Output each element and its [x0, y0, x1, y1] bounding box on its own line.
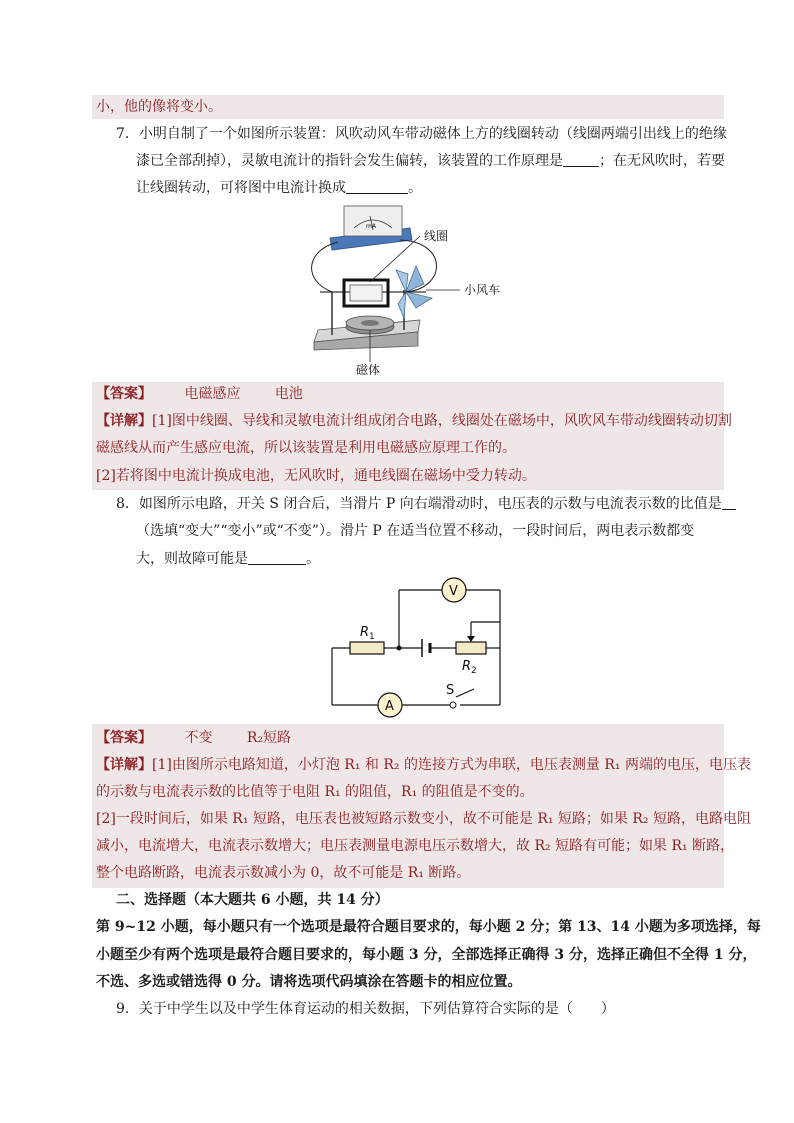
q8-line-3	[136, 549, 320, 569]
q8-line-1-text: 8．如图所示电路，开关 S 闭合后，当滑片 P 向右端滑动时，电压表的示数与电流表示数的比值是	[116, 496, 722, 512]
q8-answer-2: R₂短路	[246, 730, 292, 746]
q7-answer-line	[96, 384, 303, 404]
fan-label: 小风车	[464, 283, 501, 297]
q7-line-1: 7．小明自制了一个如图所示装置：风吹动风车带动磁体上方的线圈转动（线圈两端引出线上的绝缘	[116, 126, 727, 142]
voltmeter-symbol: V	[449, 584, 458, 599]
q8-answer-1: 不变	[184, 730, 213, 746]
circuit-diagram	[320, 570, 520, 720]
q8-detail-text-1: [1]由图所示电路知道，小灯泡 R₁ 和 R₂ 的连接方式为串联，电压表测量 R₁ 两端的电压，电压表	[152, 757, 751, 773]
q7-blank-2	[346, 179, 408, 194]
q7-line-2	[136, 151, 725, 171]
q8-answer-label: 【答案】	[96, 730, 152, 746]
previous-answer-tail: 小，他的像将变小。	[96, 99, 222, 115]
q8-detail-line-2: 的示数与电流表示数的比值等于电阻 R₁ 的阻值，R₁ 的阻值是不变的。	[96, 784, 534, 800]
q7-detail-line-2: 磁感线从而产生感应电流，所以该装置是利用电磁感应原理工作的。	[96, 440, 516, 456]
coil-label: 线圈	[424, 229, 449, 243]
q8-line-3a: 大，则故障可能是	[136, 551, 248, 567]
q7-line-2b: ；在无风吹时，若要	[599, 153, 725, 169]
q8-answer-line	[96, 728, 291, 748]
ammeter-symbol: A	[385, 699, 394, 714]
q8-blank-2	[248, 550, 306, 565]
section-instructions-3: 不选、多选或错选得 0 分。请将选项代码填涂在答题卡的相应位置。	[96, 974, 522, 990]
r1-label: $R_1$	[360, 625, 375, 642]
q8-detail-line-4: 减小，电流增大，电流表示数增大；电压表测量电源电压示数增大，故 R₂ 短路有可能；如果 R₁ 断路，	[96, 838, 735, 854]
q9-line-1: 9．关于中学生以及中学生体育运动的相关数据，下列估算符合实际的是（ ）	[116, 1001, 615, 1017]
q7-answer-label: 【答案】	[96, 386, 152, 402]
q7-answer-1: 电磁感应	[184, 386, 241, 402]
section-instructions-1: 第 9~12 小题，每小题只有一个选项是最符合题目要求的，每小题 2 分；第 13、14 小题为多项选择，每	[96, 919, 761, 935]
q8-detail-line-3: [2]一段时间后，如果 R₁ 短路，电压表也被短路示数变小，故不可能是 R₁ 短路；如果 R₂ 短路，电路电阻	[96, 811, 751, 827]
q7-line-2a: 漆已全部刮掉），灵敏电流计的指针会发生偏转，该装置的工作原理是	[136, 153, 563, 169]
q7-line-3b: 。	[408, 180, 422, 196]
q7-answer-2: 电池	[274, 386, 303, 402]
q8-line-3b: 。	[306, 551, 320, 567]
q8-detail-line-5: 整个电路断路，电流表示数减小为 0，故不可能是 R₁ 断路。	[96, 865, 471, 881]
q8-line-2: （选填“变大”“变小”或“不变”）。滑片 P 在适当位置不移动，一段时间后，两电表示数都变	[136, 523, 695, 539]
meter-unit-label: mA	[366, 223, 376, 230]
q7-blank-1	[563, 152, 599, 167]
q7-detail-line-1	[96, 411, 732, 431]
section-instructions-2: 小题至少有两个选项是最符合题目要求的，每小题 3 分，全部选择正确得 3 分，选择正确但不全得 1 分，	[96, 947, 757, 963]
q8-detail-line-1	[96, 755, 751, 775]
q7-detail-line-3: [2]若将图中电流计换成电池，无风吹时，通电线圈在磁场中受力转动。	[96, 468, 536, 484]
q8-blank-1	[722, 495, 736, 510]
q7-detail-text-1: [1]图中线圈、导线和灵敏电流计组成闭合电路，线圈处在磁场中，风吹风车带动线圈转动切割	[152, 413, 732, 429]
q7-line-3	[136, 178, 422, 198]
q8-line-1	[116, 494, 736, 514]
q8-detail-label: 【详解】	[96, 757, 152, 773]
q7-line-3a: 让线圈转动，可将图中电流计换成	[136, 180, 346, 196]
magnet-label: 磁体	[356, 363, 381, 377]
r2-label: $R_2$	[462, 659, 477, 676]
switch-label: S	[446, 683, 455, 698]
generator-apparatus-figure	[300, 200, 540, 380]
q7-detail-label: 【详解】	[96, 413, 152, 429]
section-heading: 二、选择题（本大题共 6 小题，共 14 分）	[116, 892, 389, 908]
